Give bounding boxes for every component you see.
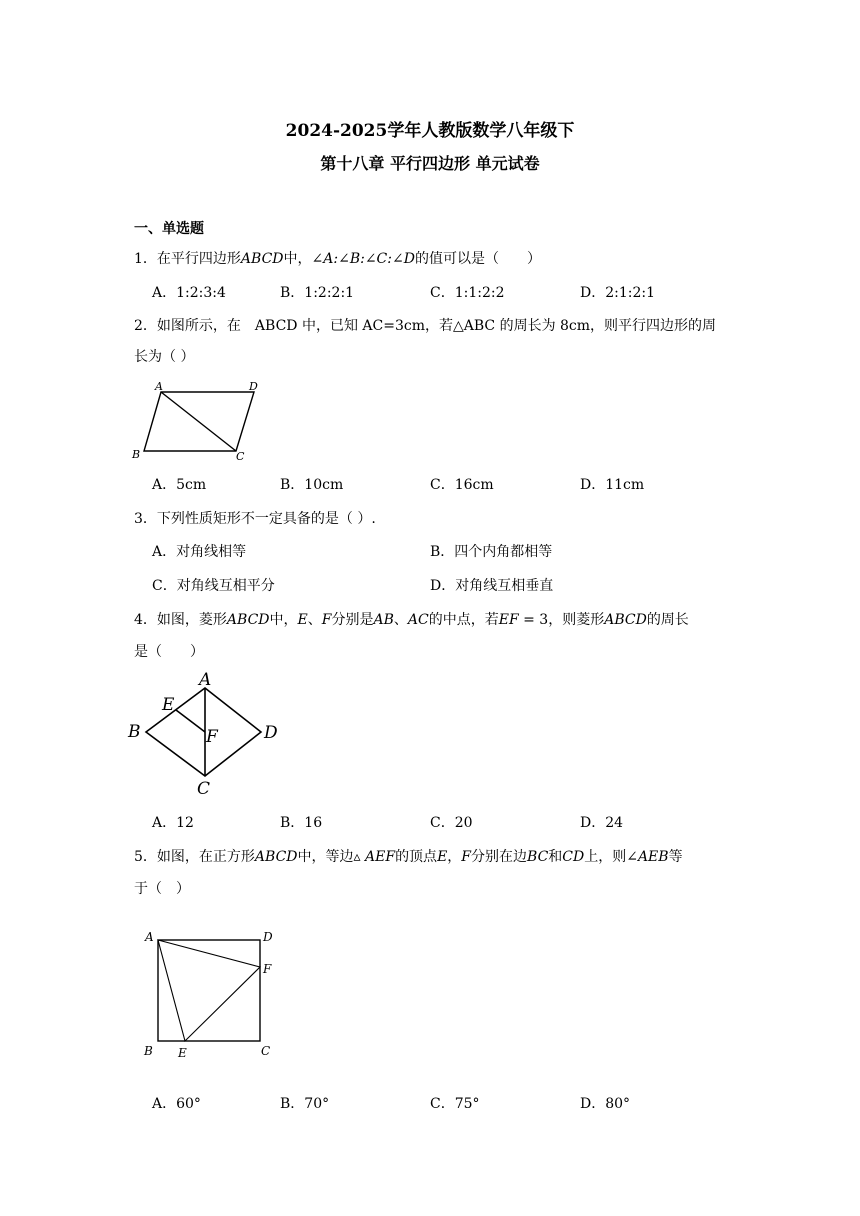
section-heading: 一、单选题 [134,221,204,237]
q3-option-c[interactable]: C．对角线互相平分 [152,578,275,594]
exam-title: 2024-2025学年人教版数学八年级下 [285,121,575,141]
q2-option-d[interactable]: D．11cm [580,477,645,493]
q4-option-a[interactable]: A．12 [152,815,194,831]
q5-label-d: D [263,930,273,944]
q2-option-c[interactable]: C．16cm [430,477,494,493]
q1-option-a[interactable]: A．1:2:3:4 [152,285,226,301]
q5-option-c[interactable]: C．75° [430,1096,480,1112]
question-2-line-2: 长为（ ） [134,349,195,365]
q4-label-b: B [128,722,141,742]
q2-label-a: A [155,380,163,393]
q2-label-b: B [132,448,141,461]
q3-option-a[interactable]: A．对角线相等 [152,544,247,560]
q5-square-figure [140,924,285,1064]
q5-label-b: B [144,1044,153,1058]
question-4-line-2: 是（ ） [134,644,204,660]
q4-label-c: C [197,779,211,799]
q2-label-d: D [249,380,258,393]
question-5-line-2: 于（ ） [134,881,190,897]
q5-option-b[interactable]: B．70° [280,1096,330,1112]
q3-option-b[interactable]: B．四个内角都相等 [430,544,553,560]
q1-option-c[interactable]: C．1:1:2:2 [430,285,505,301]
q2-parallelogram-figure [130,378,260,466]
q4-rhombus-figure [126,668,286,798]
q3-option-d[interactable]: D．对角线互相垂直 [430,578,554,594]
q5-label-a: A [145,930,154,944]
q4-label-f: F [206,727,218,747]
q4-label-a: A [199,670,212,690]
question-4-line-1: 4．如图，菱形ABCD中，E、F分别是AB、AC的中点，若EF = 3，则菱形ABCD的周长 [134,612,689,628]
question-1-text: 1．在平行四边形ABCD中，∠A:∠B:∠C:∠D的值可以是（ ） [134,251,541,267]
q2-option-b[interactable]: B．10cm [280,477,344,493]
q5-label-e: E [178,1046,187,1060]
q4-option-d[interactable]: D．24 [580,815,624,831]
q5-option-d[interactable]: D．80° [580,1096,631,1112]
q4-label-d: D [264,723,278,743]
exam-subtitle: 第十八章 平行四边形 单元试卷 [320,154,540,173]
question-3-text: 3．下列性质矩形不一定具备的是（ ）. [134,511,376,527]
q4-label-e: E [162,695,175,715]
q1-option-b[interactable]: B．1:2:2:1 [280,285,355,301]
question-2-line-1: 2．如图所示，在 ABCD 中，已知 AC=3cm，若△ABC 的周长为 8cm，则平行四边形的周 [134,318,717,334]
q5-label-f: F [263,962,272,976]
question-5-line-1: 5．如图，在正方形ABCD中，等边▵ AEF的顶点E，F分别在边BC和CD上，则∠AEB等 [134,849,683,865]
q1-option-d[interactable]: D．2:1:2:1 [580,285,656,301]
q4-option-b[interactable]: B．16 [280,815,323,831]
q5-label-c: C [261,1044,271,1058]
question-number: 1． [134,251,157,267]
q2-label-c: C [236,450,245,463]
q5-option-a[interactable]: A．60° [152,1096,201,1112]
q2-option-a[interactable]: A．5cm [152,477,207,493]
q4-option-c[interactable]: C．20 [430,815,473,831]
